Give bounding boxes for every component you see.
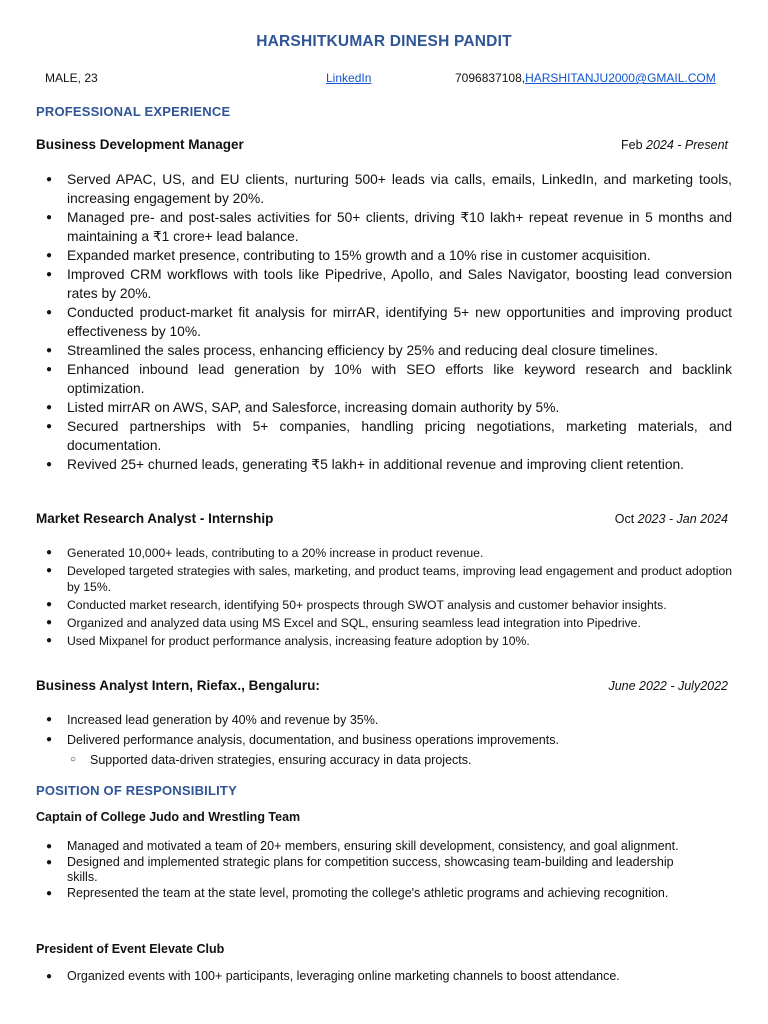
list-item: ● Used Mixpanel for product performance analysis, increasing feature adoption by 10%. [36, 633, 732, 649]
job-bullets [36, 710, 732, 770]
experience-heading: PROFESSIONAL EXPERIENCE [36, 104, 231, 119]
job-title: Business Development Manager [36, 137, 244, 152]
job-title: Business Analyst Intern, Riefax., Bengaluru: [36, 678, 320, 693]
list-item: ● Improved CRM workflows with tools like Pipedrive, Apollo, and Sales Navigator, boosting lead conversion rates by 20%. [36, 265, 732, 303]
list-item: ● Managed and motivated a team of 20+ members, ensuring skill development, consistency, and goal alignment. [36, 839, 696, 854]
list-item: ● Conducted product-market fit analysis for mirrAR, identifying 5+ new opportunities and improving product effectiveness by 10%. [36, 303, 732, 341]
sub-list-item: ○ Supported data-driven strategies, ensuring accuracy in data projects. [36, 750, 732, 770]
list-item: ● Generated 10,000+ leads, contributing to a 20% increase in product revenue. [36, 545, 732, 561]
list-item: ● Organized and analyzed data using MS Excel and SQL, ensuring seamless lead integration into Pipedrive. [36, 615, 732, 631]
responsibility-role-title: President of Event Elevate Club [36, 942, 225, 956]
list-item: ● Increased lead generation by 40% and revenue by 35%. [36, 710, 732, 730]
responsibility-bullets [36, 969, 732, 985]
list-item: ● Delivered performance analysis, documentation, and business operations improvements. [36, 730, 732, 750]
date-range: 2024 - Present [646, 138, 728, 152]
list-item: ● Served APAC, US, and EU clients, nurturing 500+ leads via calls, emails, LinkedIn, and marketing tools, increasing engagement by 20%. [36, 170, 732, 208]
date-range: June 2022 - July2022 [608, 679, 728, 693]
job-bullets [36, 170, 732, 474]
candidate-name: HARSHITKUMAR DINESH PANDIT [256, 33, 512, 50]
job-title: Market Research Analyst - Internship [36, 511, 274, 526]
list-item: ● Revived 25+ churned leads, generating ₹5 lakh+ in additional revenue and improving client retention. [36, 455, 732, 474]
gender-age: MALE, 23 [45, 71, 98, 85]
responsibility-bullets [36, 839, 696, 902]
date-range: 2023 - Jan 2024 [637, 512, 728, 526]
linkedin-link[interactable]: LinkedIn [326, 71, 372, 85]
responsibility-heading: POSITION OF RESPONSIBILITY [36, 783, 237, 798]
job-dates [621, 138, 728, 152]
list-item: ● Designed and implemented strategic plans for competition success, showcasing team-building and leadership skills. [36, 855, 696, 885]
list-item: ● Organized events with 100+ participants, leveraging online marketing channels to boost attendance. [36, 969, 732, 984]
responsibility-role-title: Captain of College Judo and Wrestling Team [36, 810, 301, 824]
job-bullets [36, 545, 732, 651]
job-dates [608, 679, 728, 693]
phone-number: 7096837108, [455, 71, 526, 85]
list-item: ● Secured partnerships with 5+ companies, handling pricing negotiations, marketing materials, and documentation. [36, 417, 732, 455]
email-link[interactable]: HARSHITANJU2000@GMAIL.COM [525, 71, 716, 85]
list-item: ● Streamlined the sales process, enhancing efficiency by 25% and reducing deal closure timelines. [36, 341, 732, 360]
date-start-month: Oct [614, 512, 638, 526]
date-start-month: Feb [620, 138, 646, 152]
contact-line [455, 71, 716, 85]
list-item: ● Represented the team at the state level, promoting the college's athletic programs and achieving recognition. [36, 886, 696, 901]
list-item: ● Expanded market presence, contributing to 15% growth and a 10% rise in customer acquisition. [36, 246, 732, 265]
list-item: ● Managed pre- and post-sales activities for 50+ clients, driving ₹10 lakh+ repeat revenue in 5 months and maintaining a ₹1 crore+ lead balance. [36, 208, 732, 246]
list-item: ● Developed targeted strategies with sales, marketing, and product teams, improving lead engagement and product adoption by 15%. [36, 563, 732, 595]
list-item: ● Listed mirrAR on AWS, SAP, and Salesforce, increasing domain authority by 5%. [36, 398, 732, 417]
job-dates [615, 512, 728, 526]
list-item: ● Enhanced inbound lead generation by 10% with SEO efforts like keyword research and backlink optimization. [36, 360, 732, 398]
list-item: ● Conducted market research, identifying 50+ prospects through SWOT analysis and customer behavior insights. [36, 597, 732, 613]
